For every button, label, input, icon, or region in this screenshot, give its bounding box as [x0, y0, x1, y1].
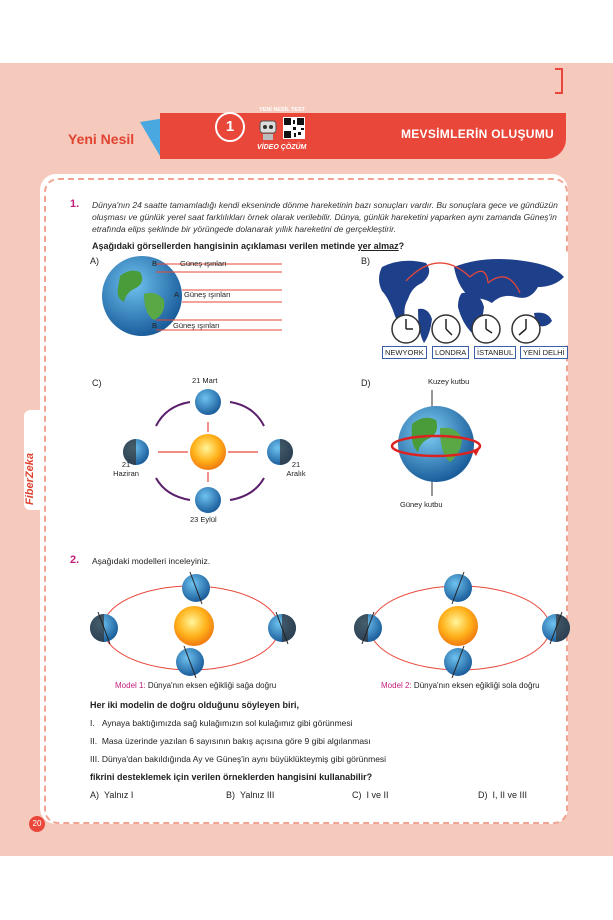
option-a-ray-label-2: Güneş ışınları — [184, 290, 231, 299]
q1-option-b-letter[interactable]: B) — [361, 256, 370, 266]
model-1-caption: Model 1: Dünya'nın eksen eğikliği sağa doğru — [115, 681, 277, 690]
q2-statement-1: I. Aynaya baktığımızda sağ kulağımızın sol kulağımız gibi görünmesi — [90, 718, 353, 728]
robot-icon — [257, 117, 279, 141]
model-2-caption: Model 2: Dünya'nın eksen eğikliği sola doğru — [381, 681, 540, 690]
option-d-north-pole-label: Kuzey kutbu — [428, 377, 470, 386]
page-number: 20 — [29, 816, 45, 832]
q2-statement-3: III. Dünya'dan bakıldığında Ay ve Güneş'in aynı büyüklükteymiş gibi görünmesi — [90, 754, 387, 764]
q1-text: Dünya'nın 24 saatte tamamladığı kendi ekseninde dönme hareketinin bazı sonuçları vardır. Bu sonuçlara gece ve gündüzün oluşması ve günlük yerel saat farklılıkları örnek olarak verilebilir. Dünya, günlük hareketini yaparken aynı zamanda Güneş'in etrafında elips şeklinde bir yörüngede dolanarak yıllık hareketini de gerçekleştirir. — [92, 200, 558, 234]
option-c-date-bottom: 23 Eylül — [190, 515, 217, 524]
test-number-badge: 1 — [215, 112, 245, 142]
city-label-newyork: NEWYORK — [382, 346, 427, 359]
q1-option-d-letter[interactable]: D) — [361, 378, 371, 388]
option-c-orbit-diagram — [110, 382, 310, 522]
q2-answer-b[interactable]: B) Yalnız III — [226, 790, 275, 800]
option-d-rotating-earth — [388, 388, 488, 500]
brand-label: Yeni Nesil — [68, 131, 135, 147]
city-label-newdelhi: YENİ DELHİ — [520, 346, 568, 359]
q2-answer-a[interactable]: A) Yalnız I — [90, 790, 134, 800]
q1-option-a-letter[interactable]: A) — [90, 256, 99, 266]
q2-intro: Aşağıdaki modelleri inceleyiniz. — [92, 556, 211, 566]
option-d-south-pole-label: Güney kutbu — [400, 500, 443, 509]
q2-answer-d[interactable]: D) I, II ve III — [478, 790, 528, 800]
q1-option-c-letter[interactable]: C) — [92, 378, 102, 388]
q2-answer-c[interactable]: C) I ve II — [352, 790, 389, 800]
section-title: MEVSİMLERİN OLUŞUMU — [400, 127, 554, 141]
option-a-ray-label-1: Güneş ışınları — [180, 259, 227, 268]
option-a-point-a: A — [174, 290, 180, 299]
city-label-istanbul: İSTANBUL — [474, 346, 516, 359]
q1-question: Aşağıdaki görsellerden hangisinin açıklaması verilen metinde yer almaz? — [92, 241, 405, 251]
q2-statement-2: II. Masa üzerinde yazılan 6 sayısının bakış açısına göre 9 gibi algılanması — [90, 736, 371, 746]
q2-question-2: fikrini desteklemek için verilen örneklerden hangisini kullanabilir? — [90, 772, 373, 782]
option-a-point-b1: B — [152, 259, 158, 268]
test-tag: YENİ NESİL TEST — [259, 107, 306, 113]
option-c-date-right: 21 Aralık — [286, 460, 306, 478]
q1-number: 1. — [70, 198, 80, 210]
option-a-point-b2: B — [152, 321, 158, 330]
option-a-ray-label-3: Güneş ışınları — [173, 321, 220, 330]
q2-question: Her iki modelin de doğru olduğunu söyleyen biri, — [90, 700, 300, 710]
side-brand: FiberZeka — [24, 453, 36, 505]
model-2-diagram — [350, 570, 580, 680]
model-1-diagram — [86, 570, 296, 680]
qr-code-icon[interactable] — [283, 117, 305, 139]
option-c-date-left: 21 Haziran — [113, 460, 139, 478]
q2-number: 2. — [70, 554, 80, 566]
option-c-date-top: 21 Mart — [192, 376, 218, 385]
video-solution-tag[interactable]: VİDEO ÇÖZÜM — [257, 144, 307, 151]
city-label-london: LONDRA — [432, 346, 469, 359]
